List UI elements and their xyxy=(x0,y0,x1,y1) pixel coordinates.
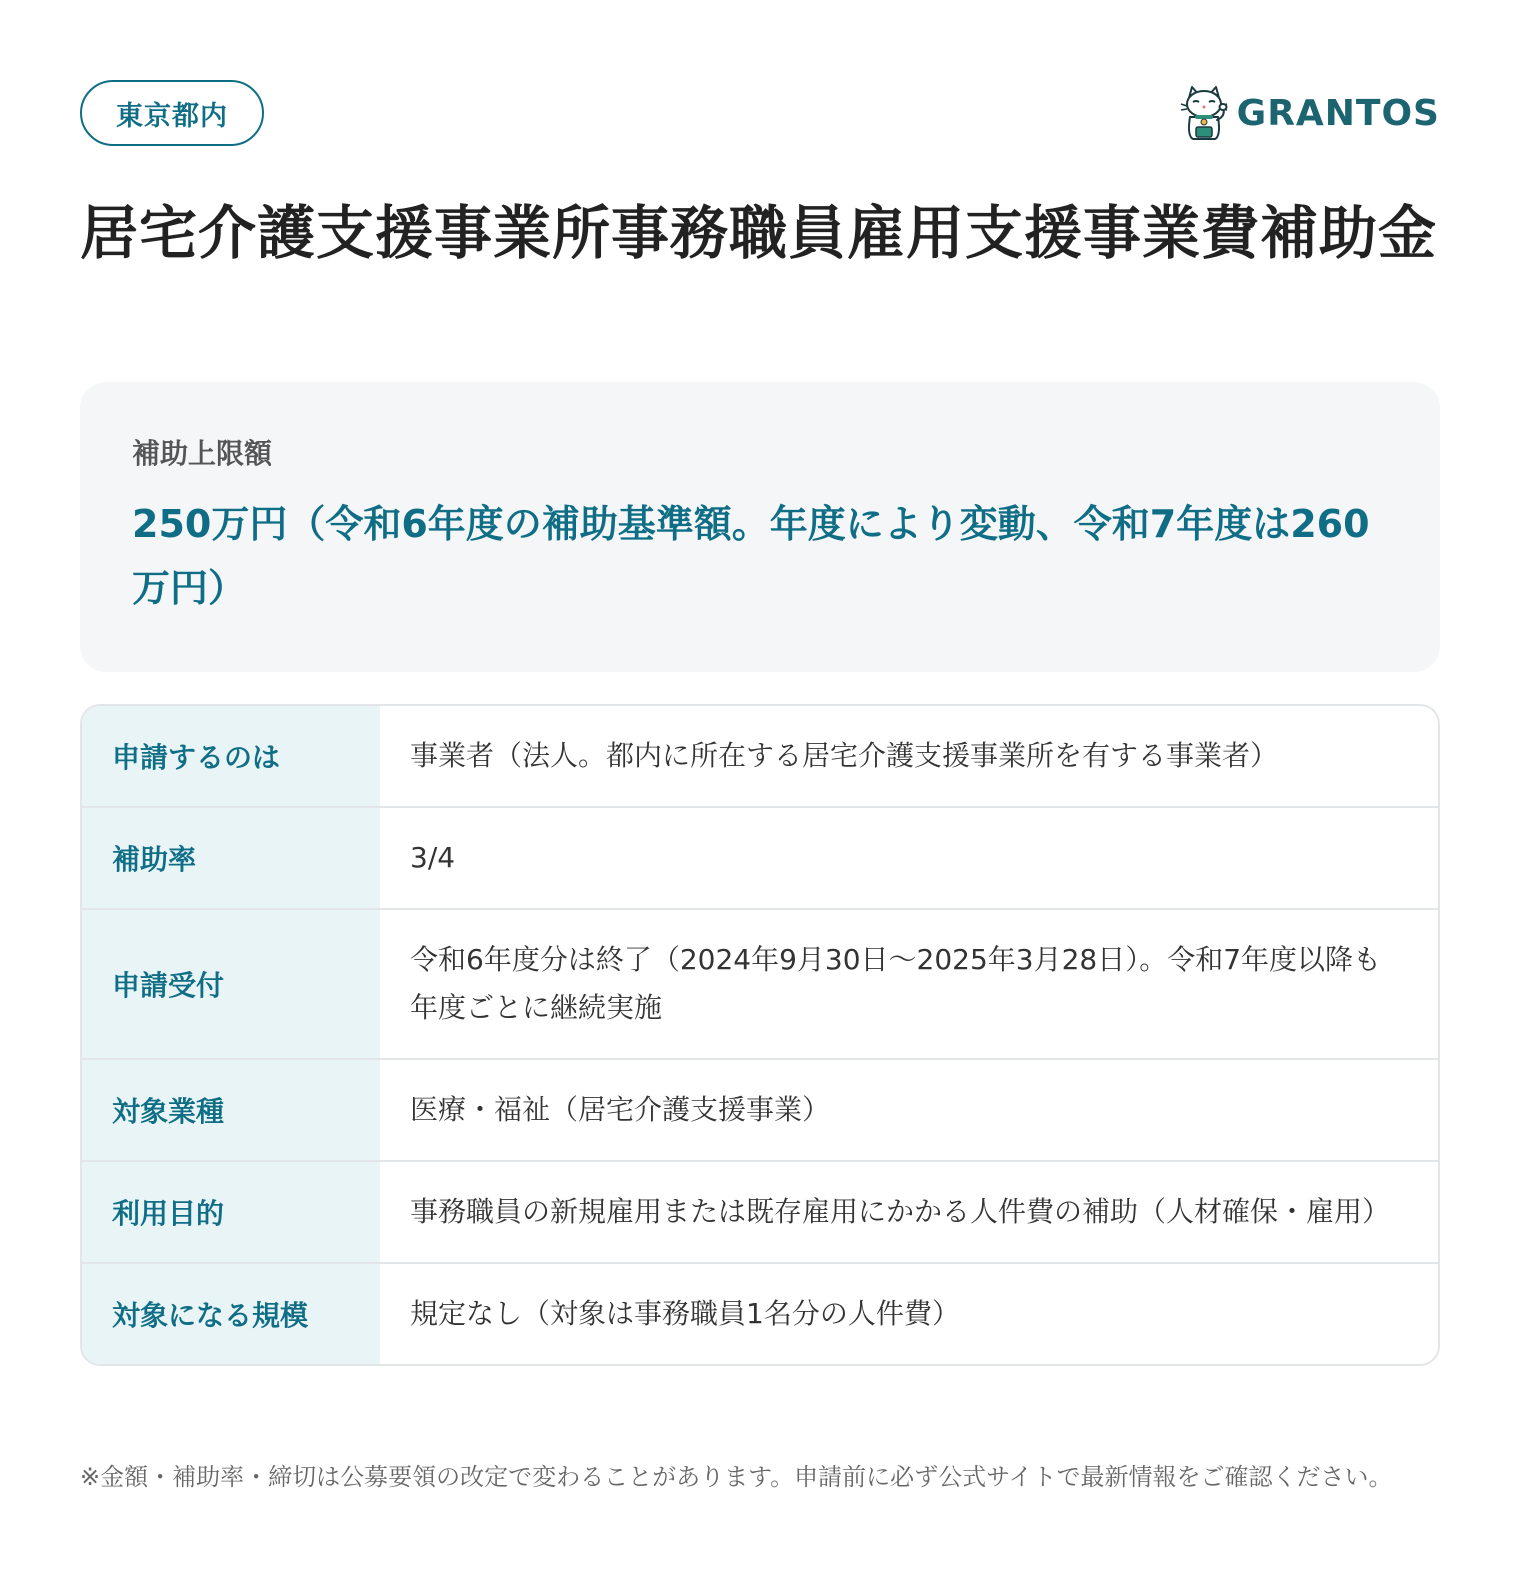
info-label: 対象業種 xyxy=(82,1060,380,1160)
info-label: 利用目的 xyxy=(82,1162,380,1262)
subsidy-limit-value: 250万円（令和6年度の補助基準額。年度により変動、令和7年度は260万円） xyxy=(132,502,1370,610)
info-label: 対象になる規模 xyxy=(82,1264,380,1364)
info-table xyxy=(80,704,1440,1366)
info-value: 医療・福祉（居宅介護支援事業） xyxy=(410,1093,831,1126)
info-row-application-period xyxy=(82,910,1438,1060)
maneki-neko-icon xyxy=(1179,84,1229,142)
subsidy-limit-label: 補助上限額 xyxy=(132,437,273,470)
info-row-scale xyxy=(82,1264,1438,1364)
info-value: 3/4 xyxy=(410,841,456,874)
info-row-rate xyxy=(82,808,1438,910)
logo-text: GRANTOS xyxy=(1236,92,1440,134)
info-row-industry xyxy=(82,1060,1438,1162)
info-value: 事務職員の新規雇用または既存雇用にかかる人件費の補助（人材確保・雇用） xyxy=(410,1195,1391,1228)
info-label: 申請するのは xyxy=(82,706,380,806)
info-value: 事業者（法人。都内に所在する居宅介護支援事業所を有する事業者） xyxy=(410,739,1279,772)
page-title: 居宅介護支援事業所事務職員雇用支援事業費補助金 xyxy=(80,199,1438,267)
info-row-purpose xyxy=(82,1162,1438,1264)
info-label: 補助率 xyxy=(82,808,380,908)
header xyxy=(80,80,1440,150)
info-label: 申請受付 xyxy=(82,910,380,1058)
region-badge: 東京都内 xyxy=(80,80,264,146)
disclaimer-note: ※金額・補助率・締切は公募要領の改定で変わることがあります。申請前に必ず公式サイトで最新情報をご確認ください。 xyxy=(80,1463,1393,1491)
grantos-logo xyxy=(1179,82,1440,144)
info-value: 令和6年度分は終了（2024年9月30日〜2025年3月28日）。令和7年度以降も年度ごとに継続実施 xyxy=(410,943,1382,1024)
subsidy-limit-box xyxy=(80,382,1440,672)
info-value: 規定なし（対象は事務職員1名分の人件費） xyxy=(410,1297,960,1330)
info-row-applicant xyxy=(82,706,1438,808)
